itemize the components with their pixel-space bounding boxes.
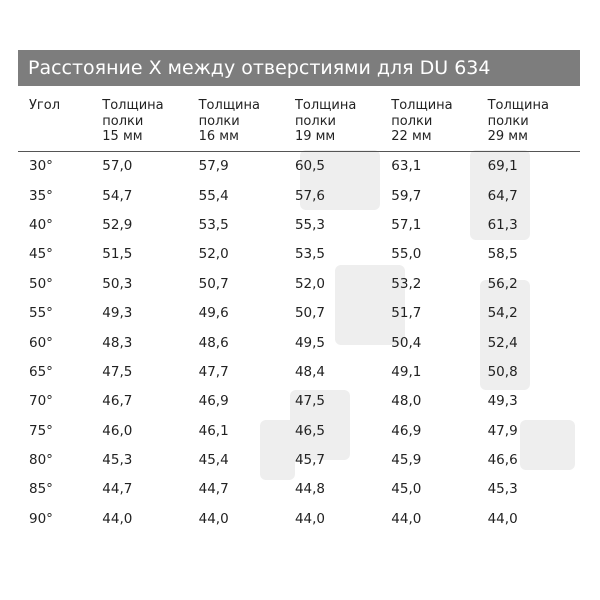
cell-distance: 57,9 bbox=[198, 158, 229, 175]
table-row bbox=[18, 269, 580, 298]
cell-distance: 46,5 bbox=[294, 422, 325, 439]
cell-distance: 54,2 bbox=[487, 305, 518, 322]
cell-angle: 45° bbox=[29, 246, 53, 263]
cell-distance: 47,7 bbox=[198, 363, 229, 380]
cell-distance: 64,7 bbox=[487, 187, 518, 204]
cell-distance: 44,0 bbox=[294, 510, 325, 527]
cell-distance: 46,7 bbox=[102, 393, 133, 410]
cell-distance: 45,7 bbox=[294, 452, 325, 469]
cell-angle: 70° bbox=[29, 393, 53, 410]
header-thickness-29: Толщина полки 29 мм bbox=[484, 98, 580, 151]
cell-angle: 55° bbox=[29, 305, 53, 322]
table-header-row bbox=[18, 98, 580, 151]
cell-distance: 50,7 bbox=[294, 305, 325, 322]
cell-distance: 44,7 bbox=[102, 481, 133, 498]
header-thickness-22: Толщина полки 22 мм bbox=[387, 98, 483, 151]
cell-distance: 50,3 bbox=[102, 275, 133, 292]
cell-distance: 55,0 bbox=[391, 246, 422, 263]
cell-distance: 45,3 bbox=[487, 481, 518, 498]
cell-distance: 47,9 bbox=[487, 422, 518, 439]
cell-distance: 50,4 bbox=[391, 334, 422, 351]
cell-distance: 44,7 bbox=[198, 481, 229, 498]
cell-distance: 52,9 bbox=[102, 216, 133, 233]
table-row bbox=[18, 210, 580, 239]
cell-angle: 80° bbox=[29, 452, 53, 469]
cell-distance: 46,6 bbox=[487, 452, 518, 469]
cell-distance: 52,0 bbox=[294, 275, 325, 292]
table-row bbox=[18, 445, 580, 474]
cell-distance: 69,1 bbox=[487, 158, 518, 175]
cell-distance: 51,5 bbox=[102, 246, 133, 263]
cell-distance: 56,2 bbox=[487, 275, 518, 292]
cell-distance: 46,0 bbox=[102, 422, 133, 439]
cell-angle: 90° bbox=[29, 510, 53, 527]
cell-angle: 40° bbox=[29, 216, 53, 233]
cell-distance: 58,5 bbox=[487, 246, 518, 263]
cell-angle: 75° bbox=[29, 422, 53, 439]
table-row bbox=[18, 416, 580, 445]
cell-distance: 44,0 bbox=[487, 510, 518, 527]
cell-distance: 50,8 bbox=[487, 363, 518, 380]
cell-distance: 48,4 bbox=[294, 363, 325, 380]
header-angle: Угол bbox=[18, 98, 98, 151]
header-thickness-15: Толщина полки 15 мм bbox=[98, 98, 194, 151]
cell-distance: 48,0 bbox=[391, 393, 422, 410]
cell-distance: 53,2 bbox=[391, 275, 422, 292]
table-row bbox=[18, 387, 580, 416]
table-row bbox=[18, 181, 580, 210]
cell-distance: 59,7 bbox=[391, 187, 422, 204]
table-body bbox=[18, 151, 580, 534]
cell-distance: 47,5 bbox=[102, 363, 133, 380]
cell-distance: 45,9 bbox=[391, 452, 422, 469]
table-row bbox=[18, 357, 580, 386]
hole-distance-table bbox=[18, 98, 580, 534]
cell-angle: 35° bbox=[29, 187, 53, 204]
cell-distance: 45,0 bbox=[391, 481, 422, 498]
cell-angle: 60° bbox=[29, 334, 53, 351]
table-row bbox=[18, 298, 580, 327]
cell-distance: 45,3 bbox=[102, 452, 133, 469]
header-thickness-19: Толщина полки 19 мм bbox=[291, 98, 387, 151]
cell-distance: 60,5 bbox=[294, 158, 325, 175]
cell-distance: 55,3 bbox=[294, 216, 325, 233]
table-row bbox=[18, 151, 580, 181]
cell-distance: 44,0 bbox=[198, 510, 229, 527]
cell-angle: 50° bbox=[29, 275, 53, 292]
cell-distance: 49,5 bbox=[294, 334, 325, 351]
cell-distance: 48,3 bbox=[102, 334, 133, 351]
cell-distance: 49,1 bbox=[391, 363, 422, 380]
table-row bbox=[18, 504, 580, 533]
cell-distance: 54,7 bbox=[102, 187, 133, 204]
cell-distance: 57,6 bbox=[294, 187, 325, 204]
cell-distance: 57,1 bbox=[391, 216, 422, 233]
cell-distance: 46,9 bbox=[391, 422, 422, 439]
cell-distance: 61,3 bbox=[487, 216, 518, 233]
cell-distance: 45,4 bbox=[198, 452, 229, 469]
cell-distance: 53,5 bbox=[294, 246, 325, 263]
cell-distance: 44,0 bbox=[102, 510, 133, 527]
cell-distance: 47,5 bbox=[294, 393, 325, 410]
cell-angle: 65° bbox=[29, 363, 53, 380]
table-row bbox=[18, 475, 580, 504]
cell-distance: 52,4 bbox=[487, 334, 518, 351]
cell-distance: 51,7 bbox=[391, 305, 422, 322]
cell-distance: 44,8 bbox=[294, 481, 325, 498]
header-thickness-16: Толщина полки 16 мм bbox=[195, 98, 291, 151]
cell-distance: 55,4 bbox=[198, 187, 229, 204]
document-sheet bbox=[18, 50, 580, 534]
cell-distance: 53,5 bbox=[198, 216, 229, 233]
cell-distance: 46,9 bbox=[198, 393, 229, 410]
cell-distance: 63,1 bbox=[391, 158, 422, 175]
table-row bbox=[18, 328, 580, 357]
table-row bbox=[18, 240, 580, 269]
cell-angle: 85° bbox=[29, 481, 53, 498]
cell-distance: 44,0 bbox=[391, 510, 422, 527]
cell-distance: 49,3 bbox=[487, 393, 518, 410]
cell-distance: 48,6 bbox=[198, 334, 229, 351]
cell-distance: 49,3 bbox=[102, 305, 133, 322]
cell-angle: 30° bbox=[29, 158, 53, 175]
cell-distance: 57,0 bbox=[102, 158, 133, 175]
page-title: Расстояние X между отверстиями для DU 634 bbox=[18, 50, 580, 86]
cell-distance: 46,1 bbox=[198, 422, 229, 439]
cell-distance: 49,6 bbox=[198, 305, 229, 322]
cell-distance: 52,0 bbox=[198, 246, 229, 263]
cell-distance: 50,7 bbox=[198, 275, 229, 292]
